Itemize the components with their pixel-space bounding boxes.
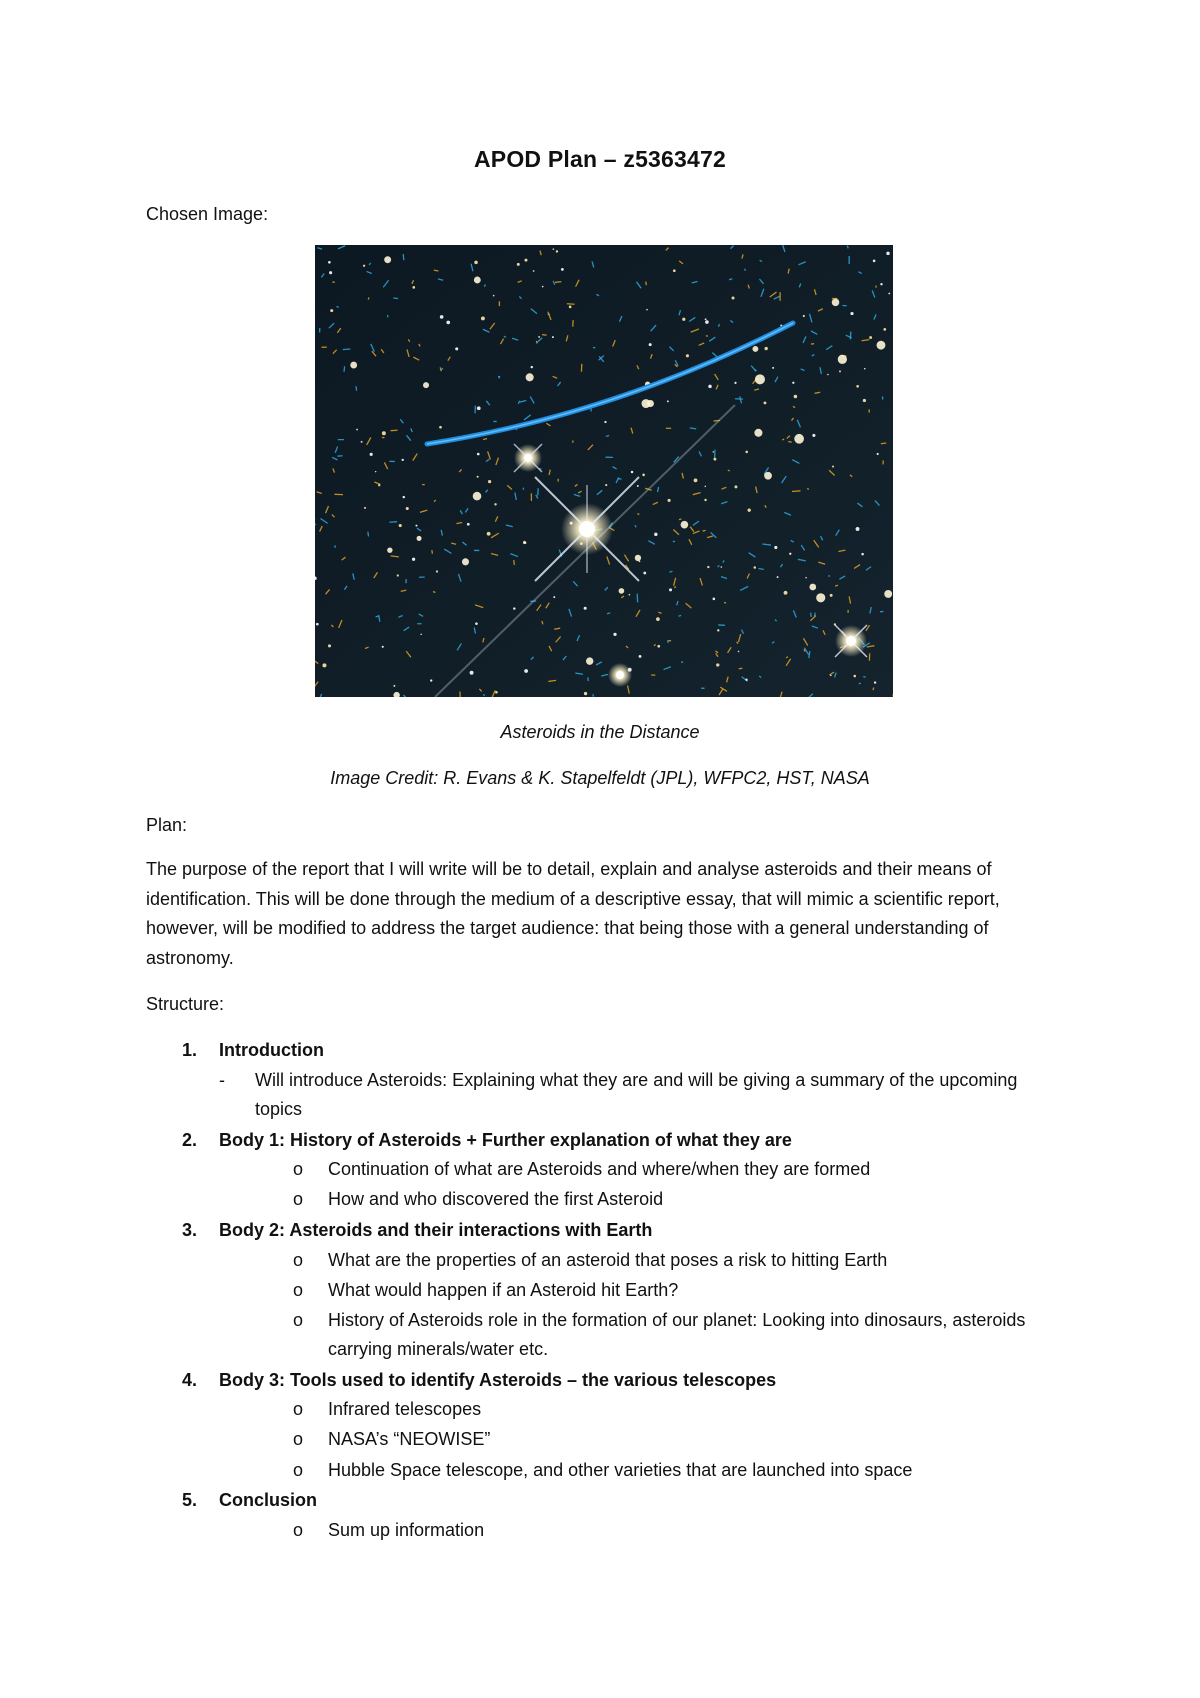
item-heading: Body 3: Tools used to identify Asteroids – the various telescopes: [219, 1370, 777, 1390]
star-point: [517, 263, 520, 266]
star-point: [642, 474, 645, 477]
star-point: [533, 270, 535, 272]
star-point: [526, 373, 534, 381]
dust-streak: [881, 443, 886, 444]
dust-streak: [593, 694, 594, 696]
star-point: [523, 541, 526, 544]
dust-streak: [434, 270, 439, 271]
star-point: [853, 675, 856, 678]
star-point: [584, 692, 587, 695]
star-point: [827, 374, 829, 376]
star-point: [542, 286, 544, 288]
dust-streak: [403, 254, 404, 260]
item-number: 2.: [182, 1130, 198, 1150]
star-point: [832, 466, 834, 468]
dust-streak: [389, 522, 397, 523]
star-point: [382, 646, 384, 648]
star-point: [406, 507, 409, 510]
star-point: [721, 566, 723, 568]
star-point: [531, 366, 533, 368]
star-point: [524, 669, 528, 673]
star-point: [552, 336, 554, 338]
star-point: [364, 507, 366, 509]
star-point: [713, 598, 716, 601]
dust-streak: [681, 662, 683, 663]
star-point: [631, 471, 634, 474]
star-point: [712, 451, 714, 453]
star-point: [716, 663, 719, 666]
star-point: [605, 484, 607, 486]
star-point: [397, 574, 399, 576]
star-point: [477, 406, 481, 410]
dust-streak: [815, 613, 816, 616]
star-point: [553, 596, 555, 598]
dust-streak: [876, 286, 877, 288]
star-point: [667, 400, 669, 402]
star-point: [705, 318, 707, 320]
star-point: [569, 306, 572, 309]
star-point: [439, 426, 442, 429]
star-point: [513, 607, 515, 609]
subitem-text: Hubble Space telescope, and other varieties that are launched into space: [328, 1460, 913, 1480]
star-point: [635, 555, 641, 561]
star-point: [470, 671, 474, 675]
star-point: [777, 576, 779, 578]
star-point: [656, 617, 660, 621]
item-heading: Body 1: History of Asteroids + Further explanation of what they are: [219, 1130, 792, 1150]
star-point: [809, 584, 816, 591]
star-point: [642, 399, 651, 408]
star-point: [328, 644, 331, 647]
star-point: [393, 685, 395, 687]
dust-streak: [637, 514, 639, 515]
star-point: [792, 382, 794, 384]
bullet-marker: o: [293, 1310, 304, 1330]
star-point: [784, 591, 788, 595]
star-point: [370, 453, 373, 456]
star-point: [446, 321, 450, 325]
star-point: [524, 259, 527, 262]
star-point: [714, 458, 717, 461]
star-point: [474, 261, 478, 265]
dust-streak: [724, 602, 726, 603]
star-point: [384, 256, 391, 263]
subitem-text: Infrared telescopes: [328, 1399, 482, 1419]
dust-streak: [847, 246, 848, 249]
star-point: [745, 679, 747, 681]
dust-streak: [555, 282, 561, 283]
star-point: [839, 370, 841, 372]
item-number: 5.: [182, 1490, 198, 1510]
star-point: [794, 434, 804, 444]
star-point: [462, 558, 469, 565]
star-point: [619, 588, 625, 594]
dust-streak: [679, 615, 682, 616]
star-point: [863, 399, 866, 402]
star-point: [850, 312, 853, 315]
star-point: [717, 629, 719, 631]
bullet-marker: o: [293, 1159, 304, 1179]
star-point: [682, 318, 685, 321]
star-point: [467, 523, 470, 526]
dust-streak: [607, 613, 610, 614]
dust-streak: [788, 441, 791, 442]
star-point: [686, 354, 689, 357]
star-point: [694, 478, 698, 482]
star-point: [494, 503, 496, 505]
star-point: [704, 499, 706, 501]
star-point: [772, 367, 774, 369]
chosen-image-label: Chosen Image:: [146, 204, 269, 224]
star-point: [864, 368, 866, 370]
star-point: [883, 328, 886, 331]
star-point: [764, 472, 772, 480]
dust-streak: [679, 519, 682, 520]
dust-streak: [343, 349, 351, 350]
star-point: [888, 293, 890, 295]
dust-streak: [811, 613, 812, 617]
bullet-marker: o: [293, 1460, 304, 1480]
dust-streak: [728, 470, 730, 471]
dust-streak: [542, 335, 546, 336]
star-point: [584, 607, 587, 610]
star-point: [856, 385, 859, 388]
star-point: [755, 374, 765, 384]
star-point: [669, 588, 672, 591]
star-point: [886, 252, 889, 255]
star-point: [430, 679, 432, 681]
star-point: [707, 566, 709, 568]
star-point: [629, 594, 631, 596]
item-number: 1.: [182, 1040, 198, 1060]
star-point: [764, 347, 767, 350]
star-point: [748, 508, 751, 511]
dust-streak: [514, 560, 515, 565]
star-point: [805, 577, 807, 579]
subitem-text: NASA’s “NEOWISE”: [328, 1429, 491, 1449]
plan-paragraph: The purpose of the report that I will write will be to detail, explain and analyse asteroids and their means of identification. This will be done through the medium of a descriptive essay, that will mimic a scientific report, however, will be modified to address the target audience: that being those with a general understanding of astronomy.: [146, 859, 1000, 968]
dust-streak: [758, 569, 763, 570]
document-title: APOD Plan – z5363472: [473, 146, 727, 172]
star-point: [830, 594, 833, 597]
dust-streak: [483, 695, 485, 696]
subitem-text: Continuation of what are Asteroids and where/when they are formed: [328, 1159, 871, 1179]
dust-streak: [588, 677, 589, 681]
star-point: [639, 655, 642, 658]
star-point: [477, 476, 479, 478]
star-point: [880, 283, 882, 285]
subitem-text: How and who discovered the first Asteroid: [328, 1189, 664, 1209]
star-point: [473, 492, 482, 501]
star-point: [874, 681, 876, 683]
dust-streak: [356, 386, 357, 391]
star-point: [412, 286, 415, 289]
star-point: [329, 271, 332, 274]
dust-streak: [504, 336, 506, 337]
star-point: [493, 295, 495, 297]
subitem-text: History of Asteroids role in the formation of our planet: Looking into dinosaurs, asteroids carrying minerals/water etc.: [328, 1310, 1026, 1359]
star-point: [487, 532, 491, 536]
star-point: [830, 675, 832, 677]
star-point: [734, 382, 736, 384]
star-point: [789, 553, 791, 555]
bullet-marker: o: [293, 1280, 304, 1300]
star-point: [350, 362, 357, 369]
dust-streak: [808, 488, 809, 490]
star-point: [734, 485, 737, 488]
star-point: [752, 346, 758, 352]
dust-streak: [336, 306, 338, 307]
star-point: [455, 347, 458, 350]
dust-streak: [432, 550, 433, 554]
bullet-marker: o: [293, 1520, 304, 1540]
item-heading: Introduction: [219, 1040, 324, 1060]
star-point: [613, 633, 616, 636]
star-point: [495, 691, 498, 694]
star-point: [764, 401, 767, 404]
star-point: [654, 533, 657, 536]
item-number: 4.: [182, 1370, 198, 1390]
star-point: [732, 297, 735, 300]
item-number: 3.: [182, 1220, 198, 1240]
bright-star-small: [835, 625, 867, 657]
subitem-text: What would happen if an Asteroid hit Earth?: [328, 1280, 679, 1300]
star-point: [475, 622, 478, 625]
dust-streak: [859, 683, 861, 684]
star-point: [363, 265, 365, 267]
star-point: [884, 590, 892, 598]
star-point: [873, 260, 876, 263]
star-point: [816, 593, 825, 602]
starfield-image: [315, 245, 893, 697]
star-point: [440, 315, 444, 319]
asteroid-photo: [315, 245, 893, 697]
star-point: [316, 623, 319, 626]
star-point: [754, 566, 756, 568]
star-point: [420, 634, 421, 635]
star-point: [637, 485, 639, 487]
star-point: [553, 248, 555, 250]
star-point: [794, 395, 798, 399]
star-point: [643, 572, 646, 575]
bright-star-bottom: [608, 663, 632, 687]
star-point: [561, 268, 564, 271]
dust-streak: [863, 677, 865, 678]
star-point: [330, 309, 333, 312]
star-point: [646, 309, 648, 311]
star-point: [861, 553, 864, 556]
image-caption: Asteroids in the Distance: [500, 722, 700, 742]
star-point: [403, 496, 405, 498]
item-heading: Body 2: Asteroids and their interactions with Earth: [219, 1220, 653, 1240]
star-point: [754, 429, 762, 437]
subitem-text: What are the properties of an asteroid that poses a risk to hitting Earth: [328, 1250, 888, 1270]
dust-streak: [646, 282, 647, 285]
star-point: [328, 261, 331, 264]
bullet-marker: o: [293, 1250, 304, 1270]
star-point: [812, 434, 815, 437]
bright-star-upper: [514, 444, 542, 472]
dust-streak: [368, 532, 369, 537]
dust-streak: [703, 530, 706, 531]
star-point: [708, 385, 712, 389]
star-point: [477, 453, 480, 456]
star-point: [657, 645, 660, 648]
star-point: [436, 570, 438, 572]
plan-label: Plan:: [146, 815, 188, 835]
star-point: [488, 480, 491, 483]
dust-streak: [483, 439, 487, 440]
dust-streak: [376, 616, 379, 617]
star-point: [474, 277, 481, 284]
star-point: [481, 316, 485, 320]
image-credit: Image Credit: R. Evans & K. Stapelfeldt (JPL), WFPC2, HST, NASA: [330, 768, 870, 788]
star-point: [399, 524, 402, 527]
structure-label: Structure:: [146, 994, 225, 1014]
star-point: [877, 341, 886, 350]
dust-streak: [344, 366, 345, 371]
star-point: [877, 453, 879, 455]
bullet-marker: o: [293, 1399, 304, 1419]
dust-streak: [745, 269, 746, 271]
star-point: [538, 336, 540, 338]
dust-streak: [567, 304, 575, 305]
star-point: [649, 343, 652, 346]
dust-streak: [393, 298, 398, 299]
star-point: [604, 421, 606, 423]
star-point: [838, 355, 847, 364]
star-point: [668, 499, 671, 502]
dust-streak: [606, 435, 609, 436]
star-point: [774, 546, 777, 549]
star-point: [738, 651, 740, 653]
star-point: [803, 315, 805, 317]
star-point: [415, 525, 417, 527]
dust-streak: [792, 491, 801, 492]
star-point: [417, 536, 422, 541]
dash-marker: -: [219, 1070, 225, 1090]
star-point: [673, 269, 676, 272]
star-point: [705, 320, 709, 324]
star-point: [856, 527, 860, 531]
star-point: [361, 441, 363, 443]
star-point: [586, 657, 593, 664]
star-point: [382, 431, 386, 435]
star-point: [402, 459, 404, 461]
subitem-text: Will introduce Asteroids: Explaining what they are and will be giving a summary of the upcoming topics: [255, 1070, 1018, 1119]
star-point: [705, 486, 706, 487]
star-point: [356, 429, 358, 431]
star-point: [832, 299, 840, 307]
star-point: [745, 451, 748, 454]
star-point: [412, 558, 415, 561]
star-point: [322, 663, 326, 667]
star-point: [375, 471, 376, 472]
bullet-marker: o: [293, 1189, 304, 1209]
star-point: [869, 336, 872, 339]
dust-streak: [498, 376, 500, 377]
item-heading: Conclusion: [219, 1490, 317, 1510]
star-point: [556, 250, 558, 252]
star-point: [423, 382, 429, 388]
dust-streak: [433, 592, 435, 593]
bullet-marker: o: [293, 1429, 304, 1449]
star-point: [387, 547, 392, 552]
star-point: [681, 521, 689, 529]
star-point: [378, 484, 380, 486]
subitem-text: Sum up information: [328, 1520, 485, 1540]
